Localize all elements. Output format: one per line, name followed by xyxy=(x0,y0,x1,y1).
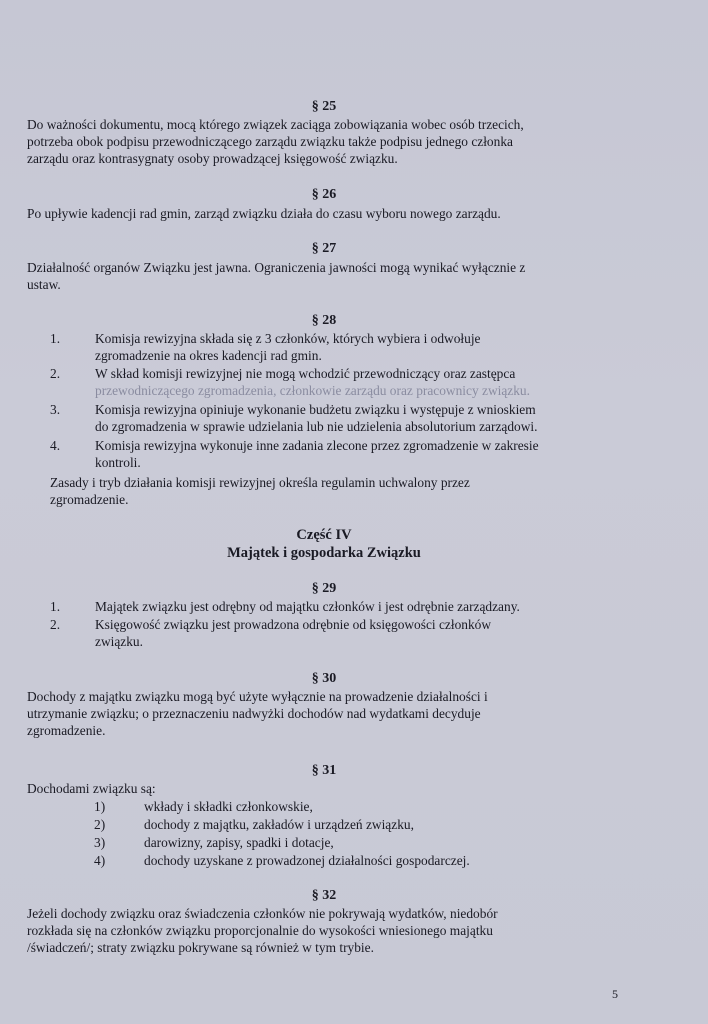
item-text xyxy=(95,365,625,399)
section-28-item-1 xyxy=(50,330,630,364)
section-31-intro: Dochodami związku są: xyxy=(27,781,156,796)
item-number: 4) xyxy=(94,853,106,868)
section-32-heading: § 32 xyxy=(311,888,337,903)
section-32-line-2: rozkłada się na członków związku proporcjonalnie do wysokości wniesionego majątku xyxy=(27,923,493,938)
section-30-line-1: Dochody z majątku związku mogą być użyte wyłącznie na prowadzenie działalności i xyxy=(27,689,488,704)
section-27-line-2: ustaw. xyxy=(27,277,61,292)
section-31-item-4 xyxy=(94,852,614,869)
item-text: dochody uzyskane z prowadzonej działalności gospodarczej. xyxy=(144,853,470,868)
section-25-text xyxy=(27,116,627,167)
item-number: 2. xyxy=(50,366,61,381)
section-28-item-3 xyxy=(50,401,630,435)
section-28-item-4 xyxy=(50,437,630,471)
section-28-heading: § 28 xyxy=(311,313,337,328)
section-28-item-2 xyxy=(50,365,630,399)
section-25-line-3: zarządu oraz kontrasygnaty osoby prowadzącej księgowość związku. xyxy=(27,151,398,166)
section-32-text xyxy=(27,905,627,956)
section-30-text xyxy=(27,688,627,739)
section-25-heading: § 25 xyxy=(311,99,337,114)
section-27-heading: § 27 xyxy=(311,241,337,256)
item-line: związku. xyxy=(95,634,143,649)
item-text: dochody z majątku, zakładów i urządzeń związku, xyxy=(144,817,414,832)
section-28-closing-line-2: zgromadzenie. xyxy=(50,492,129,507)
section-31-item-3 xyxy=(94,834,614,851)
item-text xyxy=(95,330,625,364)
item-number: 2) xyxy=(94,817,106,832)
section-27-line-1: Działalność organów Związku jest jawna. Ograniczenia jawności mogą wynikać wyłącznie z xyxy=(27,260,526,275)
part-4-title: Część IV xyxy=(296,527,352,543)
section-26-heading: § 26 xyxy=(311,187,337,202)
item-line: W skład komisji rewizyjnej nie mogą wchodzić przewodniczący oraz zastępca xyxy=(95,366,516,381)
item-line: Majątek związku jest odrębny od majątku członków i jest odrębnie zarządzany. xyxy=(95,599,520,614)
item-text: wkłady i składki członkowskie, xyxy=(144,799,313,814)
item-line: kontroli. xyxy=(95,455,141,470)
section-27-text xyxy=(27,259,627,293)
section-31-item-1 xyxy=(94,798,614,815)
item-line: Komisja rewizyjna opiniuje wykonanie budżetu związku i występuje z wnioskiem xyxy=(95,402,536,417)
page-number: 5 xyxy=(612,987,618,1001)
section-32-line-3: /świadczeń/; straty związku pokrywane są również w tym trybie. xyxy=(27,940,374,955)
part-4-subtitle: Majątek i gospodarka Związku xyxy=(227,545,421,561)
section-25-line-2: potrzeba obok podpisu przewodniczącego zarządu związku także podpisu jednego członka xyxy=(27,134,513,149)
item-number: 1) xyxy=(94,799,106,814)
section-30-heading: § 30 xyxy=(311,671,337,686)
section-31-heading: § 31 xyxy=(311,763,337,778)
item-text xyxy=(95,437,625,471)
section-30-line-2: utrzymanie związku; o przeznaczeniu nadwyżki dochodów nad wydatkami decyduje xyxy=(27,706,481,721)
item-text xyxy=(95,401,625,435)
item-line-faded: przewodniczącego zgromadzenia, członkowie zarządu oraz pracownicy związku. xyxy=(95,383,530,398)
section-31-item-2 xyxy=(94,816,614,833)
section-32-line-1: Jeżeli dochody związku oraz świadczenia członków nie pokrywają wydatków, niedobór xyxy=(27,906,498,921)
section-30-line-3: zgromadzenie. xyxy=(27,723,106,738)
section-28-closing-line-1: Zasady i tryb działania komisji rewizyjnej określa regulamin uchwalony przez xyxy=(50,475,470,490)
section-28-closing xyxy=(50,474,610,508)
section-26-text xyxy=(27,205,627,222)
item-line: do zgromadzenia w sprawie udzielania lub nie udzielenia absolutorium zarządowi. xyxy=(95,419,538,434)
item-number: 4. xyxy=(50,438,61,453)
section-26-line-1: Po upływie kadencji rad gmin, zarząd związku działa do czasu wyboru nowego zarządu. xyxy=(27,206,501,221)
item-text xyxy=(95,616,625,650)
item-number: 1. xyxy=(50,599,61,614)
item-number: 1. xyxy=(50,331,61,346)
item-line: zgromadzenie na okres kadencji rad gmin. xyxy=(95,348,322,363)
item-text xyxy=(95,598,625,615)
section-25-line-1: Do ważności dokumentu, mocą którego związek zaciąga zobowiązania wobec osób trzecich, xyxy=(27,117,524,132)
item-number: 3. xyxy=(50,402,61,417)
item-text: darowizny, zapisy, spadki i dotacje, xyxy=(144,835,334,850)
section-29-item-2 xyxy=(50,616,630,650)
item-line: Komisja rewizyjna wykonuje inne zadania zlecone przez zgromadzenie w zakresie xyxy=(95,438,539,453)
section-29-heading: § 29 xyxy=(311,581,337,596)
item-line: Księgowość związku jest prowadzona odrębnie od księgowości członków xyxy=(95,617,492,632)
section-29-item-1 xyxy=(50,598,630,615)
item-line: Komisja rewizyjna składa się z 3 członków, których wybiera i odwołuje xyxy=(95,331,481,346)
item-number: 3) xyxy=(94,835,106,850)
item-number: 2. xyxy=(50,617,61,632)
